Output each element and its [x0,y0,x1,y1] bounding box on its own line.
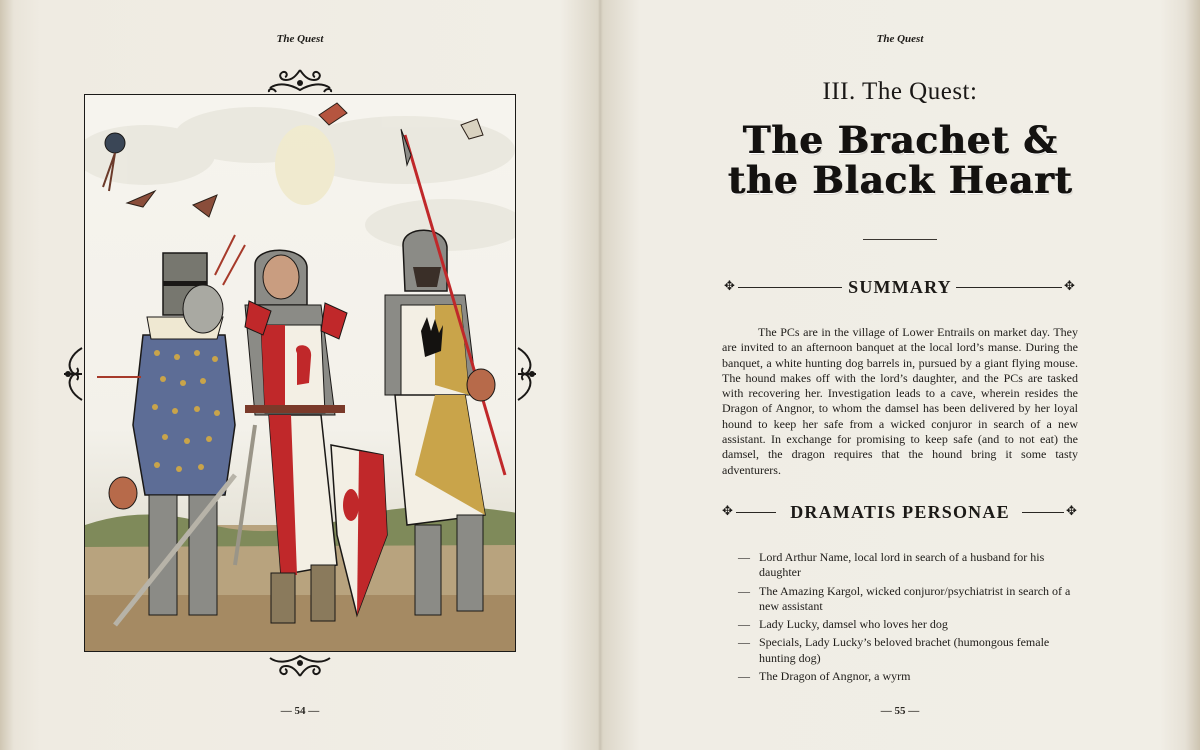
left-side-flourish-icon [60,344,86,404]
running-head-left: The Quest [276,33,324,45]
title-line-2: the Black Heart [727,158,1073,202]
page-number-left: — 54 — [280,705,320,717]
list-item: — Lord Arthur Name, local lord in search of a husband for his daughter [738,550,1080,581]
fleur-de-lis-icon: ✥ [722,503,733,518]
right-page [600,0,1200,750]
fleur-de-lis-icon: ✥ [1064,278,1075,293]
list-item: — Specials, Lady Lucky’s beloved brachet (humongous female hunting dog) [738,635,1080,666]
list-item: — The Amazing Kargol, wicked conjuror/psychiatrist in search of a new assistant [738,584,1080,615]
page-number-right: — 55 — [880,705,920,717]
list-item: — Lady Lucky, damsel who loves her dog [738,617,1080,632]
title-line-1: The Brachet & [742,118,1058,162]
right-side-flourish-icon [514,344,540,404]
running-head-right: The Quest [876,33,924,45]
list-item: — The Dragon of Angnor, a wyrm [738,669,1080,684]
summary-paragraph: The PCs are in the village of Lower Entrails on market day. They are invited to an afternoon banquet at the local lord’s manse. During the banquet, a white hunting dog barrels in, pursued by a giant flying mouse. The hound makes off with the lord’s daughter, and the PCs are tasked with recovering her. Investigation leads to a cave, wherein resides the Dragon of Angnor, to whom the damsel has been delivered by her loyal hound to keep her safe from a wicked conjuror in search of a new assistant. In exchange for promising to keep safe (and to not eat) the damsel, the dragon requires that the hound bring it some tasty adventurers. [722,325,1078,477]
fleur-de-lis-icon: ✥ [1066,503,1077,518]
dramatis-heading: DRAMATIS PERSONAE [790,502,1010,522]
title-divider [863,239,937,240]
top-flourish-icon [266,66,334,96]
bottom-flourish-icon [266,650,334,680]
knights-illustration-drawing [85,95,516,652]
dramatis-rule-right [1022,512,1064,513]
fleur-de-lis-icon: ✥ [724,278,735,293]
chapter-heading: III. The Quest: [822,78,978,105]
summary-heading: SUMMARY [848,277,952,297]
summary-rule-right [956,287,1062,288]
knights-illustration [84,94,516,652]
dramatis-personae-list [738,550,1080,687]
